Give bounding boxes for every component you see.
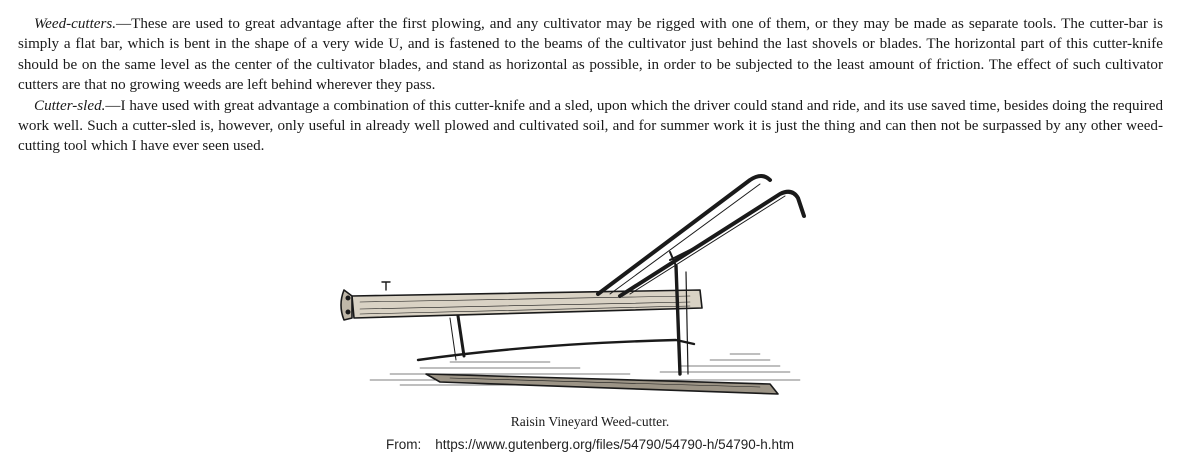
clevis: [341, 290, 352, 320]
paragraph-body: —These are used to great advantage after the first plowing, and any cultivator may be rigged with one of them, or they may be made as separate tools. The cutter-bar is simply a flat bar, which is bent in the shape of a very wide U, and is fastened to the beams of the cultivator just behind the last shovels or blades. The horizontal part of this cutter-knife should be on the same level as the center of the cultivator blades, and stand as horizontal as possible, in order to be subjected to the least amount of friction. The effect of such cultivator cutters are that no growing weeds are left behind wherever they pass.: [18, 16, 1163, 94]
source-line: [0, 437, 1180, 452]
paragraph-weed-cutters: [18, 14, 1163, 96]
sled-runner: [426, 374, 778, 394]
source-label: From:: [386, 437, 422, 452]
source-url[interactable]: https://www.gutenberg.org/files/54790/54790-h/54790-h.htm: [435, 437, 794, 452]
rear-standard: [676, 266, 680, 374]
cutter-knife: [418, 340, 694, 360]
paragraph-body: —I have used with great advantage a combination of this cutter-knife and a sled, upon which the driver could stand and ride, and its use saved time, besides doing the required work well. Such a cutter-sled is, however, only useful in already well plowed and cultivated soil, and for summer work it is just the thing and can then not be surpassed by any other weed-cutting tool which I have ever seen used.: [18, 97, 1163, 155]
article-text: [18, 14, 1163, 157]
paragraph-lead: Weed-cutters.: [34, 16, 117, 32]
paragraph-lead: Cutter-sled.: [34, 97, 106, 114]
beam: [352, 290, 702, 318]
weed-cutter-illustration: [330, 168, 850, 400]
paragraph-cutter-sled: [18, 96, 1163, 157]
weed-cutter-drawing: [330, 168, 850, 400]
left-handle: [598, 176, 770, 294]
front-standard: [458, 316, 464, 356]
figure-caption: Raisin Vineyard Weed-cutter.: [510, 414, 670, 429]
